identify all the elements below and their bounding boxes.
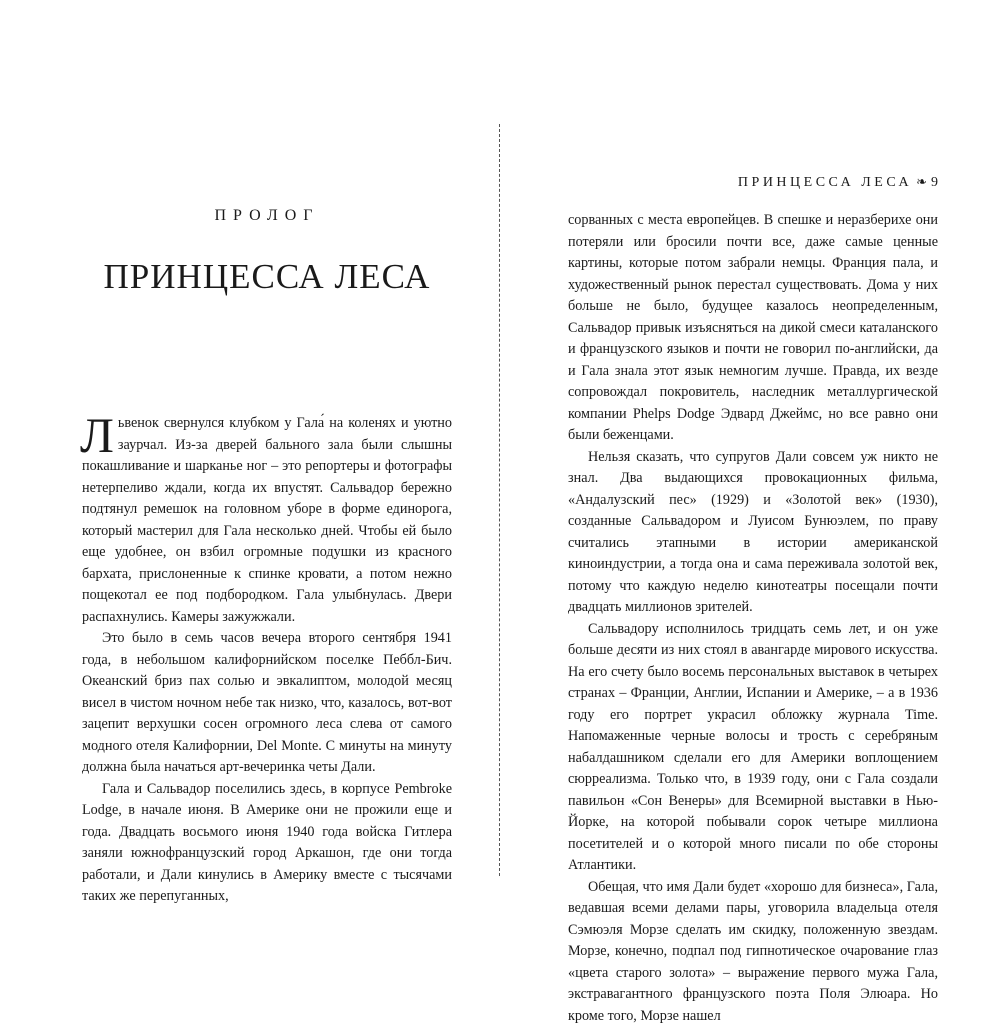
chapter-title: ПРИНЦЕССА ЛЕСА [82, 257, 452, 297]
right-body-text [568, 210, 938, 1027]
paragraph: Нельзя сказать, что супругов Дали совсем уж никто не знал. Два выдающихся провокационных фильма, «Андалузский пес» (1929) и «Золотой век» (1930), созданные Сальвадором и Луисом Бунюэлем, по праву считались этапными в истории американской киноиндустрии, а тогда она и сама переживала золотой век, потому что каждую неделю кинотеатры посещали почти двадцать миллионов зрителей. [568, 447, 938, 619]
paragraph: Гала и Сальвадор поселились здесь, в корпусе Pembroke Lodge, в начале июня. В Америке они не прожили еще и года. Двадцать восьмого июня 1940 года войска Гитлера заняли южнофранцузский город Аркашон, где они тогда работали, и Дали кинулись в Америку вместе с тысячами таких же перепуганных, [82, 779, 452, 908]
page-number: 9 [931, 175, 938, 190]
paragraph: Обещая, что имя Дали будет «хорошо для бизнеса», Гала, ведавшая всеми делами пары, уговорила владельца отеля Сэмюэля Морзе сделать им скидку, положенную звездам. Морзе, конечно, подпал под гипнотическое очарование глаз «цвета старого золота» – выражение первого мужа Гала, экстравагантного французского поэта Поля Элюара. Но кроме того, Морзе нашел [568, 877, 938, 1027]
running-head-title: ПРИНЦЕССА ЛЕСА [738, 175, 912, 190]
running-head [738, 174, 938, 191]
fleuron-icon: ❧ [916, 174, 927, 189]
paragraph-text: ьвенок свернулся клубком у Гала́ на коленях и уютно заурчал. Из-за дверей бального зала были слышны покашливание и шарканье ног – это репортеры и фотографы нетерпеливо ждали, когда их впустят. Сальвадор бережно подтянул ремешок на головном уборе в форме единорога, который мастерил для Гала несколько дней. Чтобы ей было еще удобнее, он взбил огромные подушки из красного бархата, прислоненные к спинке кровати, а потом нежно пощекотал ее под подбородком. Гала улыбнулась. Двери распахнулись. Камеры зажужжали. [82, 415, 452, 625]
gutter-dashed-line [499, 124, 500, 876]
paragraph [82, 413, 452, 628]
paragraph: сорванных с места европейцев. В спешке и неразберихе они потеряли или бросили почти все, даже самые ценные картины, которые потом забрали немцы. Франция пала, и художественный рынок перестал существовать. Дома у них больше не было, будущее казалось неопределенным, Сальвадор привык изъясняться на дикой смеси каталанского и французского языков и почти не говорил по-английски, да и Гала знала этот язык немногим лучше. Правда, их везде сопровождал покровитель, наследник металлургической компании Phelps Dodge Эдвард Джеймс, но все равно они были беженцами. [568, 210, 938, 447]
left-body-text [82, 413, 452, 908]
paragraph: Это было в семь часов вечера второго сентября 1941 года, в небольшом калифорнийском поселке Пеббл-Бич. Океанский бриз пах солью и эвкалиптом, молодой месяц висел в чистом ночном небе так низко, что, казалось, вот-вот зацепит верхушки сосен огромного леса слева от самого модного отеля Калифорнии, Del Monte. С минуты на минуту должна была начаться арт-вечеринка четы Дали. [82, 628, 452, 779]
chapter-label: ПРОЛОГ [82, 207, 452, 225]
drop-cap: Л [80, 415, 114, 455]
paragraph: Сальвадору исполнилось тридцать семь лет, и он уже больше десяти из них стоял в авангарде мирового искусства. На его счету было восемь персональных выставок в четырех странах – Франции, Англии, Испании и Америке, – а в 1936 году его портрет украсил обложку журнала Time. Напомаженные черные волосы и трость с серебряным набалдашником сделали его для Америки воплощением сюрреализма. Только что, в 1939 году, они с Гала создали павильон «Сон Венеры» для Всемирной выставки в Нью-Йорке, на которой побывали сорок четыре миллиона посетителей и о которой много писали по обе стороны Атлантики. [568, 619, 938, 877]
